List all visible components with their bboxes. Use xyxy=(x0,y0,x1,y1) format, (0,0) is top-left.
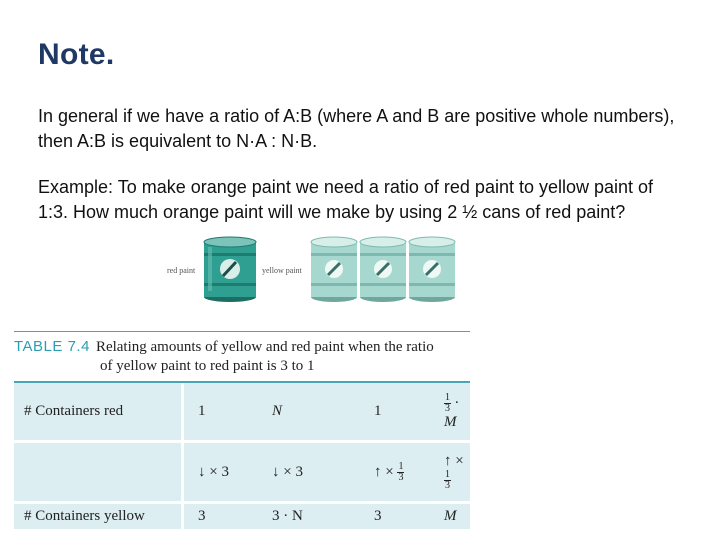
cell: ↓ × 3 xyxy=(264,443,366,503)
yellow-paint-label: yellow paint xyxy=(262,266,302,275)
yellow-paint-can-icon xyxy=(308,235,360,303)
cell: ↓ × 3 xyxy=(184,443,264,503)
cell: 1 xyxy=(366,383,436,443)
table-caption-line2: of yellow paint to red paint is 3 to 1 xyxy=(100,358,315,374)
cell: 3 xyxy=(198,507,206,524)
yellow-paint-can-icon xyxy=(406,235,458,303)
row-header-red: # Containers red xyxy=(14,383,184,443)
row-header-empty xyxy=(14,443,184,503)
slide-title: Note. xyxy=(38,38,115,71)
yellow-paint-can-icon xyxy=(357,235,409,303)
fraction: $\frac{1}{3}$ xyxy=(398,460,404,483)
cell: M xyxy=(444,507,457,524)
cell: 1 xyxy=(184,383,264,443)
example-paragraph: Example: To make orange paint we need a ratio of red paint to yellow paint of 1:3. How much orange paint will we make by using 2 ½ cans of red paint? xyxy=(38,177,654,222)
cell: 3 · N xyxy=(272,507,303,524)
table-row-operations xyxy=(14,443,470,503)
table-caption-line1: TABLE 7.4 Relating amounts of yellow and red paint when the ratio xyxy=(14,338,434,355)
table-caption-rule-top xyxy=(14,331,470,332)
ratio-table xyxy=(14,383,470,529)
table-caption xyxy=(14,337,474,376)
red-paint-can-icon xyxy=(200,235,260,303)
table-row-yellow xyxy=(14,504,470,529)
table-number: TABLE 7.4 xyxy=(14,338,90,355)
row-header-yellow: # Containers yellow xyxy=(14,504,184,529)
general-rule-paragraph: In general if we have a ratio of A:B (where A and B are positive whole numbers), then A:B is equivalent to N·A : N·B. xyxy=(38,106,675,151)
fraction: $\frac{1}{3}$ xyxy=(445,391,450,414)
fraction: $\frac{1}{3}$ xyxy=(445,469,450,492)
cell: N xyxy=(264,383,366,443)
cell: $\frac{1}{3}$ · M xyxy=(436,383,470,443)
cell: ↑ × $\frac{1}{3}$ xyxy=(436,443,470,503)
red-paint-label: red paint xyxy=(167,266,196,275)
table-row-red xyxy=(14,383,470,443)
cell: 3 xyxy=(374,507,382,524)
cell: ↑ × $\frac{1}{3}$ xyxy=(366,443,436,503)
